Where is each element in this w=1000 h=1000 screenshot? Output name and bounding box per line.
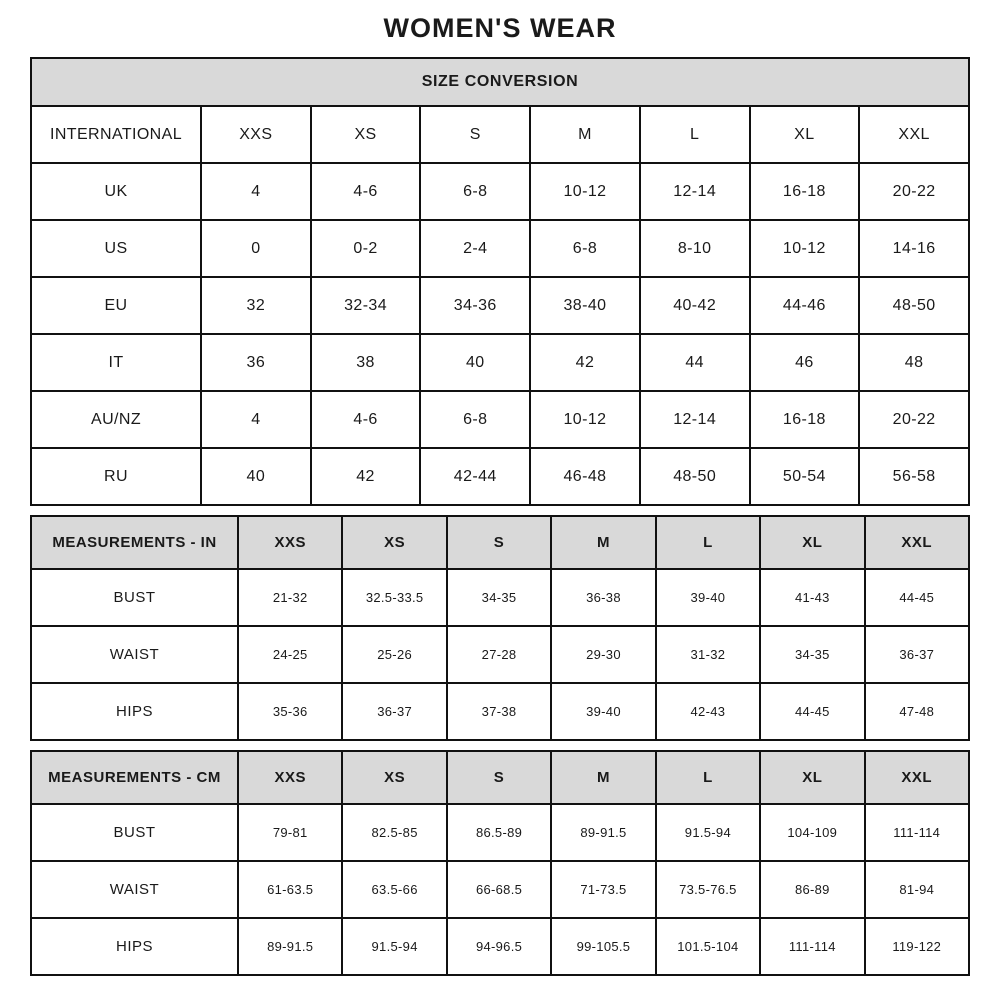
row-label: EU [31, 277, 201, 334]
measurement-value-cell: 86.5-89 [447, 804, 551, 861]
measurement-value-cell: 91.5-94 [656, 804, 760, 861]
measurements-cm-header: MEASUREMENTS - CM [31, 751, 238, 804]
measurement-value-cell: 63.5-66 [342, 861, 446, 918]
measurement-value-cell: 34-35 [760, 626, 864, 683]
column-header: XL [760, 751, 864, 804]
size-value-cell: 12-14 [640, 163, 750, 220]
column-header: S [447, 751, 551, 804]
measurements-in-table [30, 515, 970, 741]
table-row [31, 918, 969, 975]
measurement-value-cell: 42-43 [656, 683, 760, 740]
measurements-cm-table [30, 750, 970, 976]
column-header: XXL [865, 751, 969, 804]
row-label: HIPS [31, 918, 238, 975]
size-value-cell: 48-50 [859, 277, 969, 334]
size-value-cell: 38 [311, 334, 421, 391]
column-header: XXS [238, 751, 342, 804]
size-value-cell: 6-8 [420, 163, 530, 220]
size-value-cell: 48-50 [640, 448, 750, 505]
column-header: XS [342, 516, 446, 569]
column-header: S [420, 106, 530, 163]
size-conversion-table [30, 57, 970, 506]
measurement-value-cell: 104-109 [760, 804, 864, 861]
table-row [31, 448, 969, 505]
column-header: M [551, 516, 655, 569]
measurement-value-cell: 36-37 [865, 626, 969, 683]
measurement-value-cell: 47-48 [865, 683, 969, 740]
size-value-cell: 32 [201, 277, 311, 334]
measurement-value-cell: 27-28 [447, 626, 551, 683]
measurement-value-cell: 41-43 [760, 569, 864, 626]
table-row [31, 334, 969, 391]
measurement-value-cell: 79-81 [238, 804, 342, 861]
measurement-value-cell: 21-32 [238, 569, 342, 626]
size-value-cell: 6-8 [420, 391, 530, 448]
size-value-cell: 0-2 [311, 220, 421, 277]
table-row [31, 516, 969, 569]
size-value-cell: 40 [420, 334, 530, 391]
measurement-value-cell: 29-30 [551, 626, 655, 683]
measurement-value-cell: 34-35 [447, 569, 551, 626]
measurement-value-cell: 99-105.5 [551, 918, 655, 975]
table-row [31, 751, 969, 804]
column-header: INTERNATIONAL [31, 106, 201, 163]
size-value-cell: 4 [201, 163, 311, 220]
measurement-value-cell: 31-32 [656, 626, 760, 683]
measurement-value-cell: 71-73.5 [551, 861, 655, 918]
size-value-cell: 10-12 [750, 220, 860, 277]
measurement-value-cell: 24-25 [238, 626, 342, 683]
size-value-cell: 44-46 [750, 277, 860, 334]
measurement-value-cell: 44-45 [760, 683, 864, 740]
size-value-cell: 8-10 [640, 220, 750, 277]
measurement-value-cell: 39-40 [551, 683, 655, 740]
size-value-cell: 48 [859, 334, 969, 391]
size-value-cell: 44 [640, 334, 750, 391]
column-header: XXS [201, 106, 311, 163]
measurement-value-cell: 32.5-33.5 [342, 569, 446, 626]
size-value-cell: 40 [201, 448, 311, 505]
size-value-cell: 46 [750, 334, 860, 391]
row-label: RU [31, 448, 201, 505]
size-value-cell: 42 [311, 448, 421, 505]
row-label: WAIST [31, 861, 238, 918]
size-value-cell: 14-16 [859, 220, 969, 277]
measurement-value-cell: 111-114 [760, 918, 864, 975]
row-label: UK [31, 163, 201, 220]
column-header: XXS [238, 516, 342, 569]
size-value-cell: 42 [530, 334, 640, 391]
measurement-value-cell: 89-91.5 [551, 804, 655, 861]
measurement-value-cell: 111-114 [865, 804, 969, 861]
size-value-cell: 4-6 [311, 163, 421, 220]
measurement-value-cell: 35-36 [238, 683, 342, 740]
column-header: L [656, 751, 760, 804]
measurements-in-header: MEASUREMENTS - IN [31, 516, 238, 569]
row-label: BUST [31, 569, 238, 626]
measurement-value-cell: 82.5-85 [342, 804, 446, 861]
measurement-value-cell: 81-94 [865, 861, 969, 918]
size-value-cell: 10-12 [530, 391, 640, 448]
measurement-value-cell: 73.5-76.5 [656, 861, 760, 918]
row-label: BUST [31, 804, 238, 861]
row-label: AU/NZ [31, 391, 201, 448]
column-header: XXL [865, 516, 969, 569]
measurement-value-cell: 94-96.5 [447, 918, 551, 975]
column-header: XL [760, 516, 864, 569]
row-label: US [31, 220, 201, 277]
column-header: L [640, 106, 750, 163]
table-row [31, 804, 969, 861]
size-value-cell: 2-4 [420, 220, 530, 277]
measurement-value-cell: 39-40 [656, 569, 760, 626]
column-header: M [530, 106, 640, 163]
size-value-cell: 56-58 [859, 448, 969, 505]
measurement-value-cell: 66-68.5 [447, 861, 551, 918]
table-row [31, 58, 969, 106]
row-label: HIPS [31, 683, 238, 740]
size-value-cell: 32-34 [311, 277, 421, 334]
size-conversion-header: SIZE CONVERSION [31, 58, 969, 106]
measurement-value-cell: 44-45 [865, 569, 969, 626]
size-value-cell: 16-18 [750, 163, 860, 220]
table-row [31, 106, 969, 163]
column-header: S [447, 516, 551, 569]
table-row [31, 626, 969, 683]
size-value-cell: 4 [201, 391, 311, 448]
size-value-cell: 46-48 [530, 448, 640, 505]
size-value-cell: 4-6 [311, 391, 421, 448]
size-value-cell: 10-12 [530, 163, 640, 220]
measurement-value-cell: 37-38 [447, 683, 551, 740]
measurement-value-cell: 119-122 [865, 918, 969, 975]
size-value-cell: 40-42 [640, 277, 750, 334]
row-label: WAIST [31, 626, 238, 683]
page-title: WOMEN'S WEAR [383, 13, 617, 43]
size-value-cell: 16-18 [750, 391, 860, 448]
column-header: XXL [859, 106, 969, 163]
size-value-cell: 36 [201, 334, 311, 391]
size-value-cell: 34-36 [420, 277, 530, 334]
table-row [31, 683, 969, 740]
measurement-value-cell: 25-26 [342, 626, 446, 683]
size-value-cell: 20-22 [859, 391, 969, 448]
size-value-cell: 20-22 [859, 163, 969, 220]
measurement-value-cell: 36-37 [342, 683, 446, 740]
size-value-cell: 0 [201, 220, 311, 277]
measurement-value-cell: 101.5-104 [656, 918, 760, 975]
table-row [31, 569, 969, 626]
measurement-value-cell: 91.5-94 [342, 918, 446, 975]
table-row [31, 391, 969, 448]
column-header: XS [342, 751, 446, 804]
table-row [31, 277, 969, 334]
column-header: XS [311, 106, 421, 163]
measurement-value-cell: 89-91.5 [238, 918, 342, 975]
size-value-cell: 6-8 [530, 220, 640, 277]
measurement-value-cell: 36-38 [551, 569, 655, 626]
size-value-cell: 38-40 [530, 277, 640, 334]
column-header: XL [750, 106, 860, 163]
measurement-value-cell: 86-89 [760, 861, 864, 918]
table-row [31, 861, 969, 918]
size-value-cell: 12-14 [640, 391, 750, 448]
column-header: M [551, 751, 655, 804]
table-row [31, 220, 969, 277]
size-value-cell: 50-54 [750, 448, 860, 505]
column-header: L [656, 516, 760, 569]
table-row [31, 163, 969, 220]
row-label: IT [31, 334, 201, 391]
measurement-value-cell: 61-63.5 [238, 861, 342, 918]
size-value-cell: 42-44 [420, 448, 530, 505]
